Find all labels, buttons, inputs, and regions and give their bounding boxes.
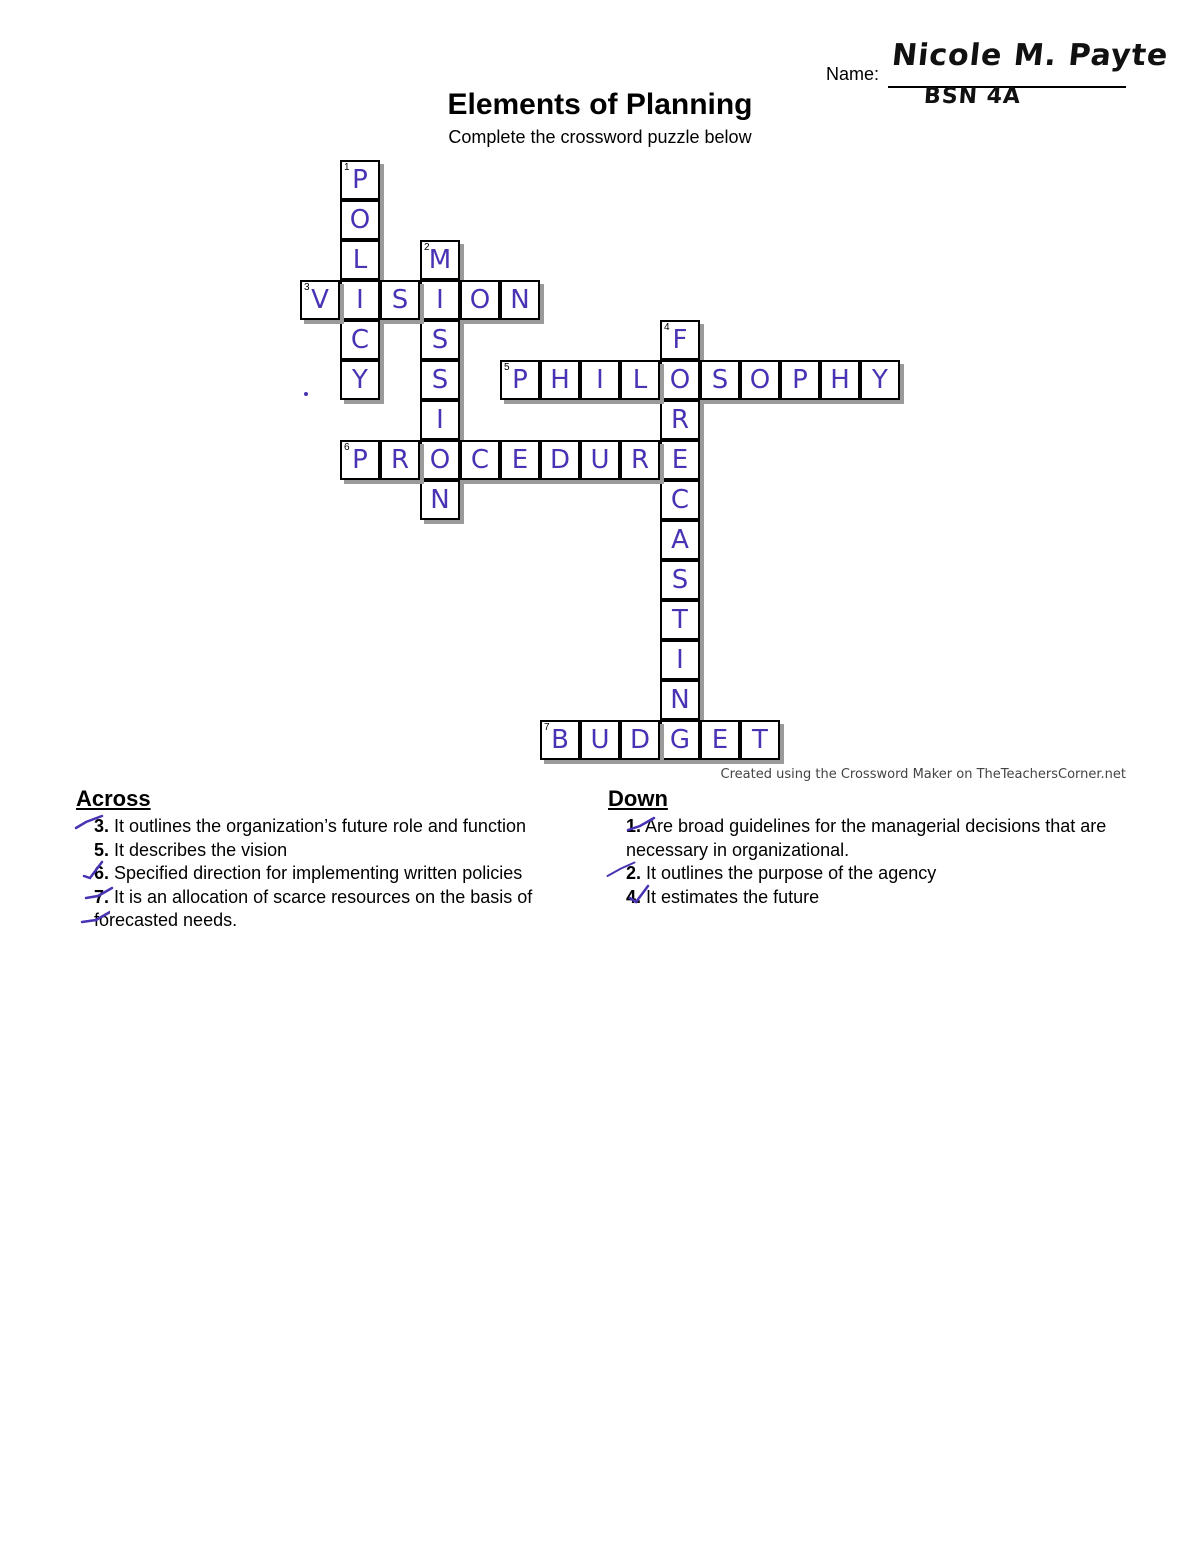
crossword-cell — [660, 480, 700, 520]
handwritten-letter: U — [590, 445, 610, 475]
handwritten-letter: M — [428, 245, 452, 275]
crossword-cell — [580, 440, 620, 480]
crossword-cell — [740, 360, 780, 400]
handwritten-letter: O — [749, 365, 771, 395]
handwritten-letter: I — [676, 645, 684, 675]
handwritten-letter: L — [632, 365, 648, 395]
handwritten-letter: S — [431, 325, 449, 355]
across-clue-list — [94, 815, 594, 933]
down-clue-list — [626, 815, 1126, 909]
handwritten-letter: O — [429, 445, 451, 475]
handwritten-letter: L — [352, 245, 368, 275]
handwritten-letter: V — [311, 285, 329, 315]
crossword-cell — [660, 400, 700, 440]
crossword-cell — [340, 160, 380, 200]
handwritten-letter: R — [630, 445, 650, 475]
handwritten-letter: C — [470, 445, 490, 475]
handwritten-letter: O — [669, 365, 691, 395]
handwritten-letter: P — [352, 445, 368, 475]
crossword-cell — [820, 360, 860, 400]
crossword-cell — [620, 720, 660, 760]
crossword-cell — [380, 280, 420, 320]
crossword-cell — [540, 360, 580, 400]
crossword-cell — [340, 240, 380, 280]
crossword-cell — [700, 720, 740, 760]
clue-number: 4 — [664, 322, 670, 333]
clue-number: 7 — [544, 722, 550, 733]
crossword-cell — [660, 680, 700, 720]
handwritten-letter: I — [436, 285, 444, 315]
handwritten-letter: G — [669, 725, 691, 755]
handwritten-letter: N — [510, 285, 530, 315]
crossword-cell — [420, 240, 460, 280]
handwritten-letter: D — [549, 445, 571, 475]
across-heading: Across — [76, 786, 151, 811]
clue-down-2: 2. It outlines the purpose of the agency — [626, 863, 937, 883]
page-subtitle: Complete the crossword puzzle below — [448, 127, 752, 147]
crossword-cell — [580, 720, 620, 760]
handwritten-letter: B — [551, 725, 569, 755]
crossword-cell — [660, 720, 700, 760]
clue-across-6: 6. Specified direction for implementing written policies — [94, 863, 523, 883]
crossword-cell — [460, 280, 500, 320]
handwritten-letter: P — [512, 365, 528, 395]
handwritten-letter: P — [792, 365, 808, 395]
crossword-cell — [420, 360, 460, 400]
handwritten-letter: Y — [352, 365, 368, 395]
crossword-cell — [300, 280, 340, 320]
check-mark-icon — [82, 860, 112, 880]
handwritten-name: Nicole M. Payte — [890, 38, 1171, 73]
clue-across-7: 7. It is an allocation of scarce resources on the basis of forecasted needs. — [94, 886, 533, 930]
crossword-cell — [620, 440, 660, 480]
crossword-cell — [340, 320, 380, 360]
handwritten-letter: S — [391, 285, 409, 315]
handwritten-letter: A — [671, 525, 689, 555]
crossword-cell — [420, 400, 460, 440]
credit-line: Created using the Crossword Maker on TheTeachersCorner.net — [720, 767, 1126, 782]
check-mark-icon — [606, 860, 636, 880]
clue-across-5: 5. It describes the vision — [94, 839, 288, 860]
handwritten-letter: R — [390, 445, 410, 475]
handwritten-letter: N — [670, 685, 690, 715]
clue-number: 6 — [344, 442, 350, 453]
stray-pen-mark — [304, 392, 308, 396]
handwritten-letter: E — [711, 725, 729, 755]
crossword-cell — [380, 440, 420, 480]
handwritten-letter: C — [670, 485, 690, 515]
crossword-cell — [700, 360, 740, 400]
crossword-cell — [660, 640, 700, 680]
crossword-cell — [620, 360, 660, 400]
crossword-cell — [660, 320, 700, 360]
handwritten-letter: O — [349, 205, 371, 235]
crossword-cell — [420, 320, 460, 360]
handwritten-section: BSN 4A — [923, 84, 1022, 109]
crossword-cell — [420, 280, 460, 320]
handwritten-letter: C — [350, 325, 370, 355]
handwritten-letter: I — [436, 405, 444, 435]
crossword-cell — [340, 280, 380, 320]
crossword-cell — [500, 360, 540, 400]
check-mark-icon — [626, 814, 656, 834]
crossword-cell — [740, 720, 780, 760]
handwritten-letter: R — [670, 405, 690, 435]
crossword-cell — [500, 280, 540, 320]
crossword-cell — [660, 560, 700, 600]
handwritten-letter: P — [352, 165, 368, 195]
crossword-cell — [420, 480, 460, 520]
handwritten-letter: T — [672, 605, 688, 635]
handwritten-letter: N — [430, 485, 450, 515]
handwritten-letter: S — [711, 365, 729, 395]
crossword-cell — [860, 360, 900, 400]
crossword-cell — [660, 600, 700, 640]
page-title: Elements of Planning — [447, 88, 753, 121]
handwritten-letter: I — [356, 285, 364, 315]
handwritten-letter: U — [590, 725, 610, 755]
crossword-cell — [500, 440, 540, 480]
down-heading: Down — [608, 786, 668, 811]
name-label: Name: — [826, 64, 880, 84]
clue-number: 2 — [424, 242, 430, 253]
check-mark-icon — [80, 908, 110, 928]
handwritten-letter: S — [431, 365, 449, 395]
clue-number: 1 — [344, 162, 350, 173]
crossword-cell — [660, 360, 700, 400]
check-mark-icon — [74, 814, 104, 834]
clue-number: 5 — [504, 362, 510, 373]
crossword-cell — [540, 440, 580, 480]
crossword-cell — [340, 200, 380, 240]
handwritten-letter: S — [671, 565, 689, 595]
handwritten-letter: T — [752, 725, 768, 755]
crossword-cell — [340, 440, 380, 480]
handwritten-letter: E — [671, 445, 689, 475]
check-mark-icon — [626, 884, 656, 904]
crossword-cell — [460, 440, 500, 480]
crossword-cell — [780, 360, 820, 400]
crossword-cell — [660, 440, 700, 480]
handwritten-letter: H — [830, 365, 850, 395]
handwritten-letter: H — [550, 365, 570, 395]
check-mark-icon — [84, 884, 114, 904]
crossword-cell — [540, 720, 580, 760]
clue-down-1: 1. Are broad guidelines for the managerial decisions that are necessary in organizational. — [626, 816, 1107, 860]
handwritten-letter: F — [672, 325, 688, 355]
crossword-cell — [580, 360, 620, 400]
crossword-cell — [340, 360, 380, 400]
clue-across-3: 3. It outlines the organization’s future role and function — [94, 816, 526, 836]
handwritten-letter: Y — [872, 365, 888, 395]
handwritten-letter: D — [629, 725, 651, 755]
handwritten-letter: E — [511, 445, 529, 475]
handwritten-letter: O — [469, 285, 491, 315]
clue-down-4: 4. It estimates the future — [626, 886, 820, 907]
crossword-cell — [420, 440, 460, 480]
clue-number: 3 — [304, 282, 310, 293]
crossword-cell — [660, 520, 700, 560]
handwritten-letter: I — [596, 365, 604, 395]
